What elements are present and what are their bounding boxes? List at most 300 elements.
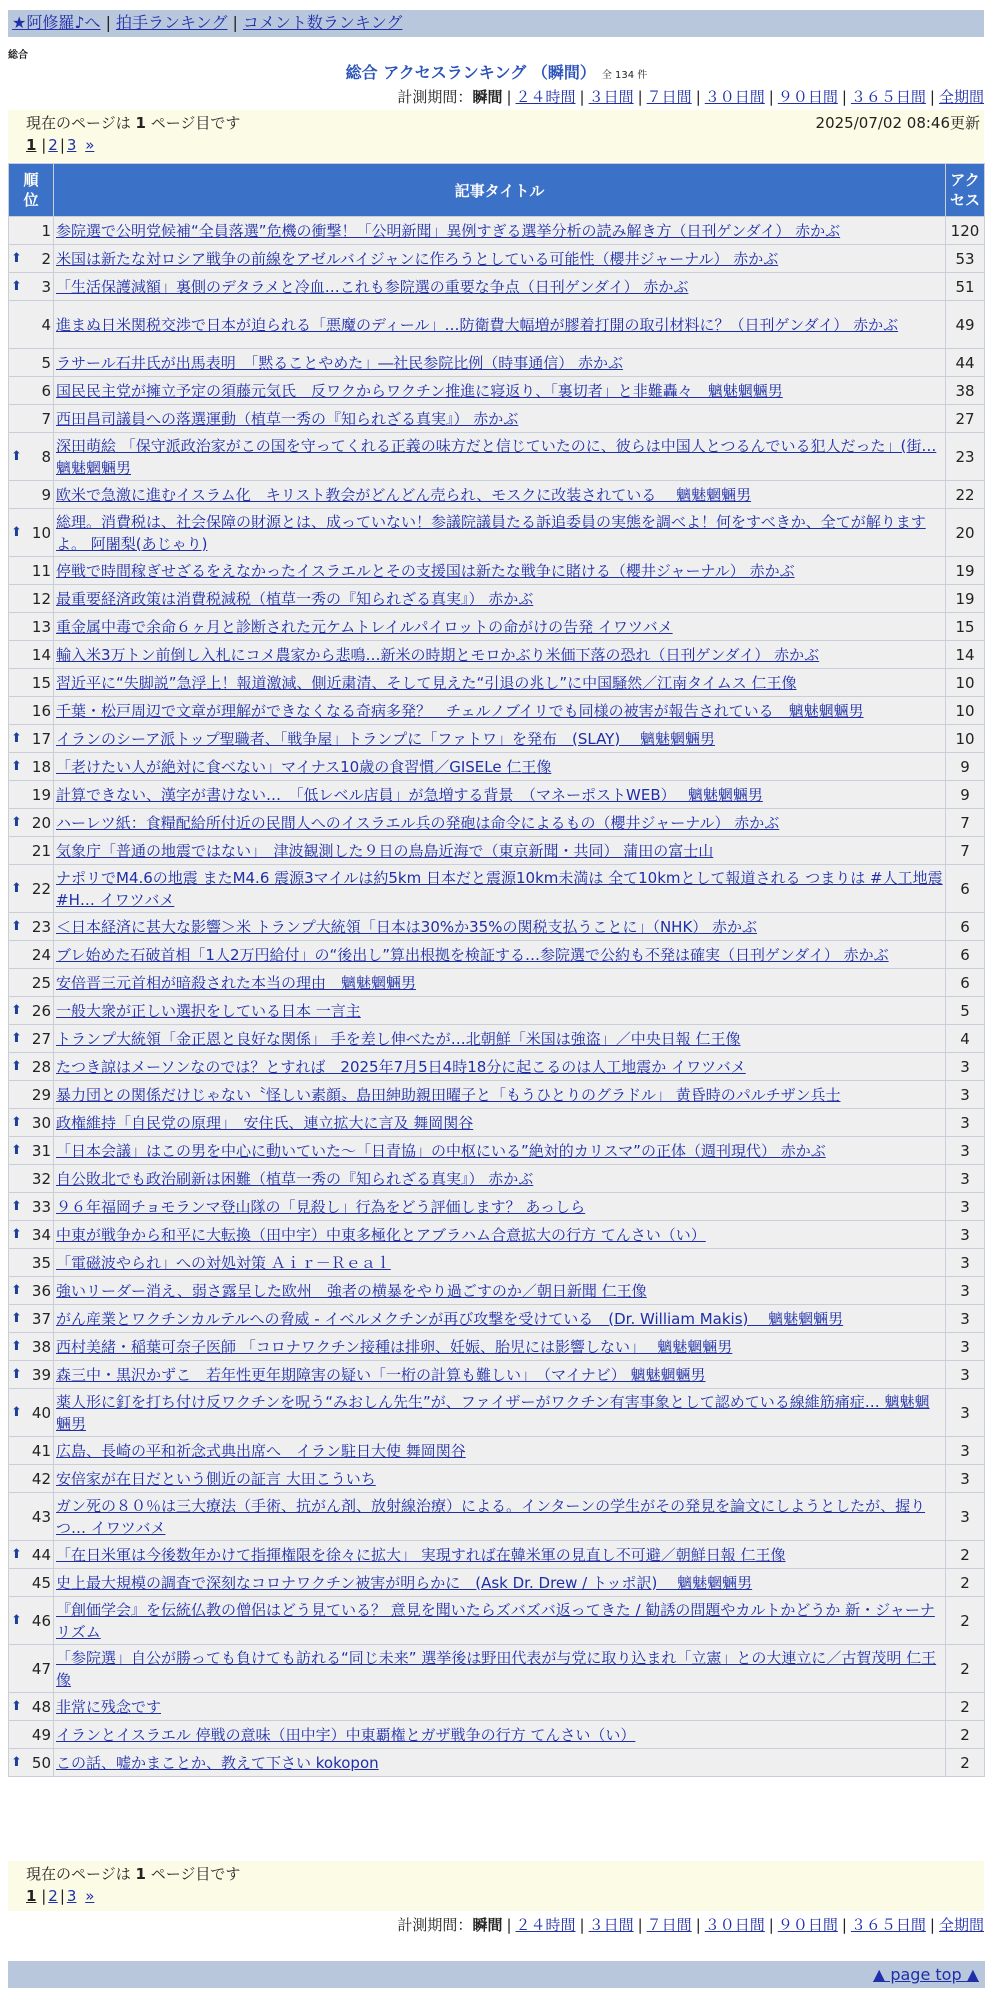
rank-number: 13 — [31, 617, 51, 636]
rank-cell — [9, 997, 53, 1024]
rank-cell — [9, 613, 53, 640]
access-count: 51 — [946, 273, 984, 300]
access-count: 5 — [946, 997, 984, 1024]
table-row — [9, 1693, 984, 1720]
article-link[interactable]: 政権維持「自民党の原理」 安住氏、連立拡大に言及 舞岡関谷 — [56, 1113, 474, 1132]
period-separator: | — [579, 88, 585, 106]
rank-number: 2 — [41, 249, 51, 268]
up-arrow-icon: ⬆ — [11, 758, 22, 774]
rank-number: 11 — [31, 561, 51, 580]
access-count: 53 — [946, 245, 984, 272]
table-row — [9, 273, 984, 300]
article-link[interactable]: たつき諒はメーソンなのでは？とすれば 2025年7月5日4時18分に起こるのは人工地震か イワツバメ — [56, 1057, 746, 1076]
period-label-bottom: 計測期間： — [397, 1916, 473, 1934]
table-row — [9, 1081, 984, 1108]
period-separator: | — [637, 1916, 643, 1934]
period-link-0[interactable]: ２４時間 — [515, 88, 576, 106]
title-cell — [54, 1541, 945, 1568]
access-count: 7 — [946, 837, 984, 864]
up-arrow-icon: ⬆ — [11, 1310, 22, 1326]
access-count: 3 — [946, 1389, 984, 1436]
table-row — [9, 697, 984, 724]
up-arrow-icon: ⬆ — [11, 1754, 22, 1770]
article-link[interactable]: 暴力団との関係だけじゃない〝怪しい素顔〟島田紳助親田曜子と「もうひとりのグラドル」 黄昏時のパルチザン兵士 — [56, 1085, 841, 1104]
category-label: 総合 — [8, 50, 28, 61]
access-count: 3 — [946, 1053, 984, 1080]
access-count: 20 — [946, 509, 984, 556]
page-link-3-bottom[interactable]: 3 — [66, 1887, 77, 1905]
article-link[interactable]: ブレ始めた石破首相「1人2万円給付」の“後出し”算出根拠を検証する…参院選で公約も不発は確実（日刊ゲンダイ） 赤かぶ — [56, 945, 889, 964]
title-cell — [54, 753, 945, 780]
access-count: 49 — [946, 301, 984, 348]
table-row — [9, 1305, 984, 1332]
page-status: 現在のページは 1 ページ目です — [26, 114, 241, 132]
period-link-5[interactable]: ３６５日間 — [850, 88, 926, 106]
access-count: 3 — [946, 1193, 984, 1220]
article-link[interactable]: イランのシーア派トップ聖職者、「戦争屋」トランプに「ファトワ」を発布 (SLAY) 魑魅魍魎男 — [56, 729, 715, 748]
page-link-2-bottom[interactable]: 2 — [48, 1887, 58, 1905]
rank-number: 9 — [41, 485, 51, 504]
title-cell — [54, 997, 945, 1024]
access-count: 3 — [946, 1249, 984, 1276]
rank-cell — [9, 509, 53, 556]
rank-cell — [9, 1541, 53, 1568]
rank-cell — [9, 669, 53, 696]
access-count: 3 — [946, 1165, 984, 1192]
article-link[interactable]: 安倍家が在日だという側近の証言 大田こういち — [56, 1469, 376, 1488]
article-link[interactable]: 強いリーダー消え、弱さ露呈した欧州 強者の横暴をやり過ごすのか／朝日新聞 仁王像 — [56, 1281, 647, 1300]
access-count: 3 — [946, 1333, 984, 1360]
rank-cell — [9, 1193, 53, 1220]
rank-number: 49 — [31, 1725, 51, 1744]
page-current: 1 — [26, 136, 37, 154]
rank-number: 30 — [31, 1113, 51, 1132]
access-count: 3 — [946, 1081, 984, 1108]
rank-number: 43 — [31, 1507, 51, 1526]
table-row — [9, 753, 984, 780]
article-link[interactable]: トランプ大統領「金正恩と良好な関係」 手を差し伸べたが…北朝鮮「米国は強盗」／中央日報 仁王像 — [56, 1029, 741, 1048]
title-cell — [54, 781, 945, 808]
article-link[interactable]: 輸入米3万トン前倒し入札にコメ農家から悲鳴…新米の時期とモロかぶり米価下落の恐れ（日刊ゲンダイ） 赤かぶ — [56, 645, 820, 664]
top-nav: ★阿修羅♪へ | 拍手ランキング | コメント数ランキング — [8, 10, 984, 37]
up-arrow-icon: ⬆ — [11, 278, 22, 294]
title-cell — [54, 1389, 945, 1436]
table-row — [9, 725, 984, 752]
table-row — [9, 1277, 984, 1304]
period-selector-top — [397, 86, 984, 107]
rank-number: 46 — [31, 1611, 51, 1630]
article-link[interactable]: 非常に残念です — [56, 1697, 162, 1716]
article-link[interactable]: 参院選で公明党候補“全員落選”危機の衝撃！「公明新聞」異例すぎる選挙分析の読み解き方（日刊ゲンダイ） 赤かぶ — [56, 221, 841, 240]
title-cell — [54, 1465, 945, 1492]
title-cell — [54, 1053, 945, 1080]
rank-cell — [9, 641, 53, 668]
rank-cell — [9, 481, 53, 508]
access-count: 3 — [946, 1277, 984, 1304]
up-arrow-icon: ⬆ — [11, 1698, 22, 1714]
up-arrow-icon: ⬆ — [11, 1546, 22, 1562]
table-header-row — [9, 164, 984, 216]
period-separator: | — [768, 1916, 774, 1934]
rank-cell — [9, 941, 53, 968]
period-link-3[interactable]: ３０日間 — [704, 88, 765, 106]
article-link[interactable]: 「参院選」自公が勝っても負けても訪れる“同じ未来” 選挙後は野田代表が与党に取り込まれ「立憲」との大連立に／古賀茂明 仁王像 — [56, 1648, 937, 1689]
article-link[interactable]: 西村美緒・稲葉可奈子医師 「コロナワクチン接種は排卵、妊娠、胎児には影響しない」 魑魅魍魎男 — [56, 1337, 733, 1356]
access-count: 2 — [946, 1645, 984, 1692]
page-link-3[interactable]: 3 — [66, 136, 77, 154]
access-count: 3 — [946, 1465, 984, 1492]
table-row — [9, 405, 984, 432]
rank-cell — [9, 245, 53, 272]
access-count: 19 — [946, 557, 984, 584]
table-row — [9, 557, 984, 584]
article-link[interactable]: ９６年福岡チョモランマ登山隊の「見殺し」行為をどう評価します？ あっしら — [56, 1197, 586, 1216]
rank-cell — [9, 1305, 53, 1332]
title-cell — [54, 641, 945, 668]
article-link[interactable]: 自公敗北でも政治刷新は困難（植草一秀の『知られざる真実』） 赤かぶ — [56, 1169, 534, 1188]
page-title: 総合 アクセスランキング （瞬間） — [345, 63, 596, 82]
rank-number: 25 — [31, 973, 51, 992]
pagination-bottom: 1 | 2 | 3 » — [26, 1887, 95, 1905]
period-separator: | — [579, 1916, 585, 1934]
rank-cell — [9, 1109, 53, 1136]
title-cell — [54, 273, 945, 300]
period-separator: | — [506, 88, 512, 106]
access-count: 6 — [946, 913, 984, 940]
rank-number: 40 — [31, 1403, 51, 1422]
rank-number: 38 — [31, 1337, 51, 1356]
period-link-6-bottom[interactable]: 全期間 — [938, 1916, 984, 1934]
rank-number: 10 — [31, 523, 51, 542]
access-count: 15 — [946, 613, 984, 640]
access-count: 2 — [946, 1721, 984, 1748]
article-link[interactable]: 総理。消費税は、社会保障の財源とは、成っていない！参議院議員たる訴追委員の実態を調べよ！何をすべきか、全てが解りますよ。 阿闍梨(あじゃり) — [56, 512, 926, 553]
access-count: 6 — [946, 969, 984, 996]
rank-number: 39 — [31, 1365, 51, 1384]
article-link[interactable]: 進まぬ日米関税交渉で日本が迫られる「悪魔のディール」…防衛費大幅増が膠着打開の取引材料に？（日刊ゲンダイ） 赤かぶ — [56, 315, 899, 334]
access-count: 2 — [946, 1597, 984, 1644]
article-link[interactable]: 史上最大規模の調査で深刻なコロナワクチン被害が明らかに (Ask Dr. Drew / トッポ訳) 魑魅魍魎男 — [56, 1573, 753, 1592]
period-link-0-bottom[interactable]: ２４時間 — [515, 1916, 576, 1934]
title-cell — [54, 1721, 945, 1748]
access-count: 10 — [946, 669, 984, 696]
rank-cell — [9, 377, 53, 404]
rank-cell — [9, 1749, 53, 1776]
table-row — [9, 1025, 984, 1052]
rank-number: 34 — [31, 1225, 51, 1244]
table-row — [9, 585, 984, 612]
table-row — [9, 669, 984, 696]
up-arrow-icon: ⬆ — [11, 448, 22, 464]
rank-number: 22 — [31, 879, 51, 898]
access-count: 4 — [946, 1025, 984, 1052]
table-row — [9, 1721, 984, 1748]
pagination-top: 1 | 2 | 3 » — [26, 136, 95, 154]
up-arrow-icon: ⬆ — [11, 1612, 22, 1628]
page-link-2[interactable]: 2 — [48, 136, 58, 154]
title-cell — [54, 809, 945, 836]
rank-number: 20 — [31, 813, 51, 832]
period-separator: | — [637, 88, 643, 106]
title-cell — [54, 1493, 945, 1540]
access-count: 2 — [946, 1693, 984, 1720]
nav-link-asyura[interactable]: ★阿修羅♪へ — [12, 13, 101, 32]
table-row — [9, 865, 984, 912]
rank-cell — [9, 809, 53, 836]
title-cell — [54, 217, 945, 244]
title-cell — [54, 1693, 945, 1720]
article-link[interactable]: 計算できない、漢字が書けない… 「低レベル店員」が急増する背景 （マネーポストWEB） 魑魅魍魎男 — [56, 785, 763, 804]
title-cell — [54, 1597, 945, 1644]
rank-number: 6 — [41, 381, 51, 400]
rank-cell — [9, 1569, 53, 1596]
up-arrow-icon: ⬆ — [11, 814, 22, 830]
period-separator: | — [695, 88, 701, 106]
article-link[interactable]: 「日本会議」はこの男を中心に動いていた〜「日青協」の中枢にいる”絶対的カリスマ”の正体（週刊現代） 赤かぶ — [56, 1141, 826, 1160]
paging-bottom — [8, 1861, 984, 1911]
access-count: 3 — [946, 1137, 984, 1164]
title-cell — [54, 481, 945, 508]
title-cell — [54, 941, 945, 968]
up-arrow-icon: ⬆ — [11, 918, 22, 934]
title-cell — [54, 1025, 945, 1052]
access-count: 2 — [946, 1541, 984, 1568]
article-link[interactable]: 広島、長崎の平和祈念式典出席へ イラン駐日大使 舞岡関谷 — [56, 1441, 466, 1460]
article-link[interactable]: 欧米で急激に進むイスラム化 キリスト教会がどんどん売られ、モスクに改装されている 魑魅魍魎男 — [56, 485, 752, 504]
period-link-6[interactable]: 全期間 — [938, 88, 984, 106]
article-link[interactable]: 国民民主党が擁立予定の須藤元気氏 反ワクからワクチン推進に寝返り、「裏切者」と非難轟々 魑魅魍魎男 — [56, 381, 783, 400]
rank-cell — [9, 585, 53, 612]
access-count: 10 — [946, 697, 984, 724]
article-link[interactable]: 西田昌司議員への落選運動（植草一秀の『知られざる真実』） 赤かぶ — [56, 409, 519, 428]
rank-number: 48 — [31, 1697, 51, 1716]
access-count: 3 — [946, 1493, 984, 1540]
rank-number: 35 — [31, 1253, 51, 1272]
article-link[interactable]: 森三中・黒沢かずこ 若年性更年期障害の疑い「一桁の計算も難しい」 （マイナビ） 魑魅魍魎男 — [56, 1365, 706, 1384]
rank-number: 17 — [31, 729, 51, 748]
rank-cell — [9, 1333, 53, 1360]
rank-cell — [9, 217, 53, 244]
article-link[interactable]: ナポリでM4.6の地震 またM4.6 震源3マイルは約5km 日本だと震源10km未満は 全て10kmとして報道される つまりは #人工地震 #H… イワツバメ — [56, 868, 943, 909]
article-link[interactable]: 「在日米軍は今後数年かけて指揮権限を徐々に拡大」 実現すれば在韓米軍の見直し不可避／朝鮮日報 仁王像 — [56, 1545, 786, 1564]
article-link[interactable]: この話、嘘かまことか、教えて下さい kokopon — [56, 1753, 379, 1772]
table-row — [9, 1361, 984, 1388]
rank-number: 42 — [31, 1469, 51, 1488]
title-cell — [54, 1305, 945, 1332]
title-cell — [54, 837, 945, 864]
title-cell — [54, 1249, 945, 1276]
title-cell — [54, 697, 945, 724]
rank-cell — [9, 1277, 53, 1304]
table-row — [9, 245, 984, 272]
up-arrow-icon: ⬆ — [11, 1030, 22, 1046]
rank-cell — [9, 1465, 53, 1492]
article-link[interactable]: 「電磁波やられ」への対処対策 Ａｉｒ－Ｒｅａｌ — [56, 1253, 391, 1272]
rank-number: 15 — [31, 673, 51, 692]
rank-cell — [9, 1081, 53, 1108]
rank-cell — [9, 349, 53, 376]
title-cell — [54, 1437, 945, 1464]
title-cell — [54, 969, 945, 996]
up-arrow-icon: ⬆ — [11, 880, 22, 896]
rank-cell — [9, 1053, 53, 1080]
title-cell — [54, 301, 945, 348]
access-count: 6 — [946, 941, 984, 968]
article-link[interactable]: イランとイスラエル 停戦の意味（田中宇）中東覇権とガザ戦争の行方 てんさい（い） — [56, 1725, 636, 1744]
access-count: 120 — [946, 217, 984, 244]
title-cell — [54, 1361, 945, 1388]
table-row — [9, 1569, 984, 1596]
page-link-next-bottom[interactable]: » — [85, 1887, 95, 1905]
rank-cell — [9, 1721, 53, 1748]
article-link[interactable]: 最重要経済政策は消費税減税（植草一秀の『知られざる真実』） 赤かぶ — [56, 589, 534, 608]
page-top-link[interactable]: ▲ page top ▲ — [872, 1965, 979, 1984]
table-row — [9, 1645, 984, 1692]
table-row — [9, 1465, 984, 1492]
period-selector-bottom — [397, 1914, 984, 1935]
period-separator: | — [841, 88, 847, 106]
period-link-5-bottom[interactable]: ３６５日間 — [850, 1916, 926, 1934]
title-cell — [54, 1277, 945, 1304]
article-link[interactable]: ＜日本経済に甚大な影響＞米 トランプ大統領「日本は30%か35%の関税支払うことに」（NHK） 赤かぶ — [56, 917, 758, 936]
article-link[interactable]: ハーレツ紙：食糧配給所付近の民間人へのイスラエル兵の発砲は命令によるもの（櫻井ジャーナル） 赤かぶ — [56, 813, 780, 832]
title-cell — [54, 669, 945, 696]
up-arrow-icon: ⬆ — [11, 1338, 22, 1354]
rank-cell — [9, 1597, 53, 1644]
title-cell — [54, 557, 945, 584]
rank-cell — [9, 697, 53, 724]
table-row — [9, 1749, 984, 1776]
access-count: 3 — [946, 1109, 984, 1136]
rank-number: 31 — [31, 1141, 51, 1160]
table-row — [9, 1437, 984, 1464]
nav-link-clap-ranking[interactable]: 拍手ランキング — [115, 13, 228, 32]
access-count: 44 — [946, 349, 984, 376]
rank-cell — [9, 725, 53, 752]
period-link-2[interactable]: ７日間 — [646, 88, 692, 106]
page-current-bottom: 1 — [26, 1887, 37, 1905]
table-row — [9, 913, 984, 940]
period-link-3-bottom[interactable]: ３０日間 — [704, 1916, 765, 1934]
title-cell — [54, 1137, 945, 1164]
rank-number: 36 — [31, 1281, 51, 1300]
rank-number: 27 — [31, 1029, 51, 1048]
bottom-bar — [8, 1961, 985, 1988]
access-count: 38 — [946, 377, 984, 404]
rank-cell — [9, 433, 53, 480]
period-link-4[interactable]: ９０日間 — [777, 88, 838, 106]
title-cell — [54, 585, 945, 612]
title-cell — [54, 405, 945, 432]
article-link[interactable]: 習近平に“失脚説”急浮上！報道激減、側近粛清、そして見えた“引退の兆し”に中国騒然／江南タイムス 仁王像 — [56, 673, 797, 692]
period-link-1-bottom[interactable]: ３日間 — [588, 1916, 634, 1934]
rank-number: 16 — [31, 701, 51, 720]
page-link-next[interactable]: » — [85, 136, 95, 154]
period-separator: | — [768, 88, 774, 106]
rank-cell — [9, 1437, 53, 1464]
article-link[interactable]: 中東が戦争から和平に大転換（田中宇）中東多極化とアブラハム合意拡大の行方 てんさい（い） — [56, 1225, 706, 1244]
title-cell — [54, 865, 945, 912]
period-label: 計測期間： — [397, 88, 473, 106]
rank-number: 7 — [41, 409, 51, 428]
table-row — [9, 217, 984, 244]
rank-number: 29 — [31, 1085, 51, 1104]
title-cell — [54, 1109, 945, 1136]
access-count: 10 — [946, 725, 984, 752]
article-link[interactable]: ラサール石井氏が出馬表明 「黙ることやめた」―社民参院比例（時事通信） 赤かぶ — [56, 353, 623, 372]
period-link-1[interactable]: ３日間 — [588, 88, 634, 106]
paging-top — [8, 110, 984, 162]
table-row — [9, 1109, 984, 1136]
rank-cell — [9, 1137, 53, 1164]
rank-number: 24 — [31, 945, 51, 964]
table-row — [9, 1137, 984, 1164]
table-row — [9, 433, 984, 480]
period-link-4-bottom[interactable]: ９０日間 — [777, 1916, 838, 1934]
rank-cell — [9, 865, 53, 912]
article-link[interactable]: 重金属中毒で余命６ヶ月と診断された元ケムトレイルパイロットの命がけの告発 イワツバメ — [56, 617, 673, 636]
article-link[interactable]: 深田萌絵 「保守派政治家がこの国を守ってくれる正義の味方だと信じていたのに、彼らは中国人とつるんでいる犯人だった」(街… 魑魅魍魎男 — [56, 436, 937, 477]
up-arrow-icon: ⬆ — [11, 1282, 22, 1298]
ranking-table — [8, 163, 985, 1777]
title-cell — [54, 613, 945, 640]
rank-number: 41 — [31, 1441, 51, 1460]
table-row — [9, 349, 984, 376]
nav-link-comment-ranking[interactable]: コメント数ランキング — [242, 13, 403, 32]
access-count: 2 — [946, 1749, 984, 1776]
table-row — [9, 997, 984, 1024]
title-cell — [54, 1333, 945, 1360]
article-link[interactable]: 気象庁「普通の地震ではない」 津波観測した９日の鳥島近海で（東京新聞・共同） 蒲田の富士山 — [56, 841, 714, 860]
article-link[interactable]: がん産業とワクチンカルテルへの脅威 - イベルメクチンが再び攻撃を受けている (Dr. William Makis) 魑魅魍魎男 — [56, 1309, 844, 1328]
article-link[interactable]: 米国は新たな対ロシア戦争の前線をアゼルバイジャンに作ろうとしている可能性（櫻井ジャーナル） 赤かぶ — [56, 249, 779, 268]
table-row — [9, 1389, 984, 1436]
article-link[interactable]: 停戦で時間稼ぎせざるをえなかったイスラエルとその支援国は新たな戦争に賭ける（櫻井ジャーナル） 赤かぶ — [56, 561, 795, 580]
article-link[interactable]: 「老けたい人が絶対に食べない」マイナス10歳の食習慣／GISELe 仁王像 — [56, 757, 552, 776]
article-link[interactable]: 「生活保護減額」裏側のデタラメと冷血…これも参院選の重要な争点（日刊ゲンダイ） 赤かぶ — [56, 277, 689, 296]
rank-cell — [9, 1361, 53, 1388]
rank-number: 45 — [31, 1573, 51, 1592]
article-link[interactable]: 安倍晋三元首相が暗殺された本当の理由 魑魅魍魎男 — [56, 973, 417, 992]
access-count: 3 — [946, 1437, 984, 1464]
period-separator: | — [841, 1916, 847, 1934]
rank-number: 47 — [31, 1659, 51, 1678]
table-row — [9, 941, 984, 968]
table-row — [9, 613, 984, 640]
article-link[interactable]: 千葉・松戸周辺で文章が理解ができなくなる奇病多発？ チェルノブイリでも同様の被害が報告されている 魑魅魍魎男 — [56, 701, 864, 720]
rank-number: 4 — [41, 315, 51, 334]
table-row — [9, 1493, 984, 1540]
article-link[interactable]: 薬人形に釘を打ち付け反ワクチンを呪う“みおしん先生”が、ファイザーがワクチン有害事象として認めている線維筋痛症… 魑魅魍魎男 — [56, 1392, 930, 1433]
access-count: 19 — [946, 585, 984, 612]
article-link[interactable]: ガン死の８０％は三大療法（手術、抗がん剤、放射線治療）による。インターンの学生がその発見を論文にしようとしたが、握りつ… イワツバメ — [56, 1496, 926, 1537]
total-count: 全 134 件 — [601, 70, 648, 81]
up-arrow-icon: ⬆ — [11, 1404, 22, 1420]
article-link[interactable]: 一般大衆が正しい選択をしている日本 一言主 — [56, 1001, 361, 1020]
period-separator: | — [695, 1916, 701, 1934]
table-row — [9, 1333, 984, 1360]
rank-number: 3 — [41, 277, 51, 296]
period-link-2-bottom[interactable]: ７日間 — [646, 1916, 692, 1934]
title-cell — [54, 725, 945, 752]
page-status-bottom: 現在のページは 1 ページ目です — [26, 1865, 241, 1883]
up-arrow-icon: ⬆ — [11, 1002, 22, 1018]
rank-number: 50 — [31, 1753, 51, 1772]
access-count: 3 — [946, 1305, 984, 1332]
article-link[interactable]: 『創価学会』を伝統仏教の僧侶はどう見ている？ 意見を聞いたらズバズバ返ってきた / 勧誘の問題やカルトかどうか 新・ジャーナリズム — [56, 1600, 935, 1641]
rank-cell — [9, 405, 53, 432]
table-row — [9, 1541, 984, 1568]
